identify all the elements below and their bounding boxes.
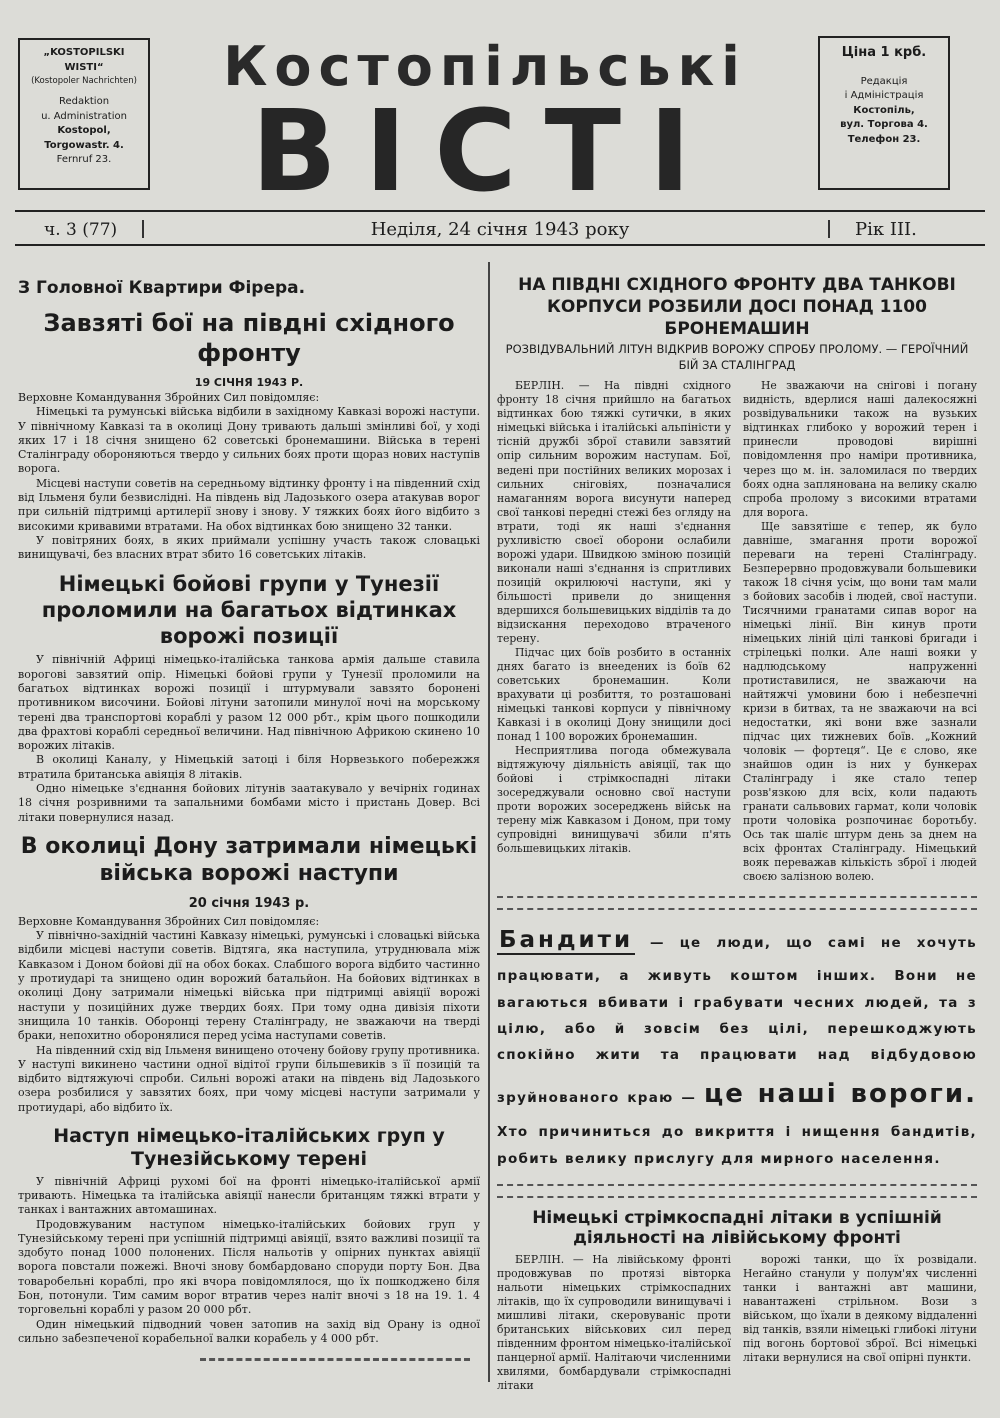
right-column <box>497 264 977 1393</box>
article-paragraph: Продовжуваним наступом німецько-італійських бойових груп у Тунезійському терені при успішній підтримці авіяції, взято важливі позиції та здобуто понад 1000 полонених. Після нальотів у опірних пунктах авіяції ворога повстали пожежі. Вночі знову бомбардовано споруди порту Бон. Два товаробельні кораблі, про які вчора повідомлялося, що їх пошкоджено біля Бон, потонули. Тим самим ворог втратив через наліт вночі з 18 на 19. 1. 4 торговельні кораблі у разом 20 000 рбт. <box>18 1217 480 1317</box>
article-date: 19 СІЧНЯ 1943 Р. <box>194 376 304 389</box>
issue-date: Неділя, 24 січня 1943 року <box>370 219 630 240</box>
article-tank-corps <box>497 379 977 884</box>
section-separator <box>497 1184 977 1198</box>
box-line: Fernruf 23. <box>56 154 112 166</box>
masthead-title: ВІСТІ <box>251 87 719 217</box>
article-paragraph: ворожі танки, що їх розвідали. Негайно станули у полум'ях численні танки і вантажні авт машини, навантажені стрільном. Вози з військом, що їхали в деякому віддаленні від танків, взяли німецькі глибокі літуни під вогонь бортової зброї. Всі німецькі літаки вернулися на свої опірні пункти. <box>743 1252 977 1364</box>
article-subcolumn <box>497 379 731 884</box>
publisher-box-german <box>18 38 150 190</box>
box-line: Костопіль, <box>853 104 915 116</box>
box-line: Kostopol, <box>57 125 111 137</box>
article-libya <box>497 1208 977 1393</box>
box-line: Torgowastr. 4. <box>44 139 124 151</box>
article-paragraph: На південний схід від Ільменя винищено оточену бойову групу противника. У наступі викинено частини одної відітої групи більшевиків з її позицій та відбито відтяжуючі спроби. Сильні ворожі атаки на південь від Ладозького озера розбилися у завзятих боях, при чому місцеві наступи затримали у протиударі, або відбито їх. <box>18 1043 481 1114</box>
article-paragraph: Несприятлива погода обмежувала відтяжуючу діяльність авіяції, так що бойові і стрімкоспадні літаки зосереджували основно свої наступи проти ворожих зосереджень військ на терену між Кавказом і Доном, при тому супровідні винищувачі збили п'ять большевицьких літаків. <box>497 744 731 856</box>
price-label: Ціна 1 крб. <box>841 45 927 60</box>
dateline-separator <box>828 220 830 238</box>
box-line: u. Administration <box>41 110 127 122</box>
dateline <box>0 208 1000 244</box>
box-line: Телефон 23. <box>847 133 921 145</box>
bandit-text-part2: Хто причиниться до викриття і нищення бандитів, робить велику прислугу для мирного населення. <box>497 1124 977 1167</box>
bandit-word: Бандити <box>499 927 634 954</box>
article-paragraph: БЕРЛІН. — На лівійському фронті продовжував по протязі вівторка нальоти німецьких стрімкоспадних літаків, що їх супроводили винищувачі і мишливі літаки, скеровуваніс проти британських військових сил перед південним фронтом німецько-італійської панцерної армії. Налітаючи численними хвилями, бомбардували стрімкоспадні літаки <box>497 1252 731 1392</box>
article-headline: В околиці Дону затримали німецькі війська ворожі наступи <box>20 833 478 887</box>
article-headline: Завзяті бої на півдні східного фронту <box>43 309 455 367</box>
article-paragraph: Місцеві наступи советів на середньому відтинку фронту і на південний схід від Ільменя були безвислідні. На південь від Ладозького озера атакував ворог при сильній підтримці артилерії знову і знову. У тяжких боях його відбито з високими кривавими втратами. На обох відтинках бою знищено 32 танки. <box>18 476 480 533</box>
box-line: і Адміністрація <box>844 90 924 102</box>
bandit-notice <box>497 918 977 1171</box>
article-paragraph: У повітряних боях, в яких приймали успішну участь також словацькі винищувачі, без власних втрат збито 16 советських літаків. <box>18 533 480 562</box>
article-tunisia <box>18 571 480 825</box>
article-lead: Верховне Командування Збройних Сил повідомляє: <box>18 391 320 404</box>
dateline-top-rule <box>15 210 985 212</box>
issue-number: ч. 3 (77) <box>44 220 118 240</box>
article-paragraph: БЕРЛІН. — На півдні східного фронту 18 січня прийшло на багатьох відтинках бою тяжкі сутички, в яких німецькі війська і італійські альпіністи у тісній дружбі зброї ставили завзятий опір сильним ворожим наступам. Бої, ведені при постійних великих морозах і сильних сніговіях, позначалися намаганням ворога висунути наперед свої танкові передні стежі без огляду на втрати, тоді як наші з'єднання рухливістю своєї оборони ослабили ворожі удари. Швидкою зміною позицій виконали наші з'єднання із спритливих позицій окрилюючі наступи, які у більшості привели до знищення вдершихся большевицьких відділів та до відзискання переходово втраченого терену. <box>497 379 731 645</box>
bandit-text <box>497 918 977 1171</box>
article-paragraph: Не зважаючи на снігові і погану видність, вдерлися наші далекосяжні розвідувальники також на вузьких відтинках глибоко у ворожий терен і принесли проводові вирішні повідомлення про наміри противника, через що м. ін. заломилася по твердих боях одна заплянована на велику скалю спроба пролому з високими втратами для ворога. <box>743 379 977 519</box>
masthead-line1: Костопільські <box>223 35 747 98</box>
volume-year: Рік III. <box>855 219 917 240</box>
box-line: WISTI“ <box>64 61 104 73</box>
article-subcolumn <box>743 379 977 884</box>
article-subcolumn <box>743 1253 977 1393</box>
bandit-text-part1: — це люди, що самі не хочуть працювати, а живуть коштом інших. Вони не вагаються вбивати і грабувати чесних людей, та з цілю, або й зовсім без цілі, перешкоджують спокійно жити та працювати над відбудовою зруйнованого краю — <box>497 935 978 1106</box>
box-line: (Kostopoler Nachrichten) <box>31 76 137 86</box>
article-don <box>18 833 480 1115</box>
publisher-box-ukrainian <box>818 36 950 190</box>
article-headline: Німецькі стрімкоспадні літаки в успішній діяльності на лівійському фронті <box>532 1207 942 1249</box>
left-column <box>18 264 480 1346</box>
article-paragraph: Підчас цих боїв розбито в останніх днях багато із внеедених із боїв 62 советських бронемашин. Коли врахувати ці розбиття, то розташовані німецькі танкові корпуси у північному Кавказі і в околиці Дону знищили досі понад 1 100 ворожих бронемашин. <box>497 645 731 744</box>
article-paragraph: Одно німецьке з'єднання бойових літунів заатакувало у вечірніх годинах 18 січня розривними та запальними бомбами місто і пристань Довер. Всі літаки повернулися назад. <box>18 781 480 824</box>
article-paragraph: Німецькі та румунські війська відбили в західному Кавказі ворожі наступи. У північному Кавказі та в околиці Дону тривають дальші змінливі бої, у ході яких 17 і 18 січня знищено 62 советські бронемашини. Війська в терені Сталінграду обороняються твердо у сильних боях проти щораз нових наступів ворога. <box>18 405 480 476</box>
article-date: 20 січня 1943 р. <box>188 895 310 911</box>
column-divider <box>488 262 490 1382</box>
article-subheadline: РОЗВІДУВАЛЬНИЙ ЛІТУН ВІДКРИВ ВОРОЖУ СПРОБУ ПРОЛОМУ. — ГЕРОЇЧНИЙ БІЙ ЗА СТАЛІНГРАД <box>505 342 969 372</box>
article-lead: Верховне Командування Збройних Сил повідомляє: <box>18 914 320 928</box>
article-paragraph: В околиці Каналу, у Німецькій затоці і біля Норвезького побережжя втратила британська авіяція 8 літаків. <box>18 753 480 781</box>
bandit-emphasis: це наші вороги. <box>703 1078 977 1109</box>
box-line: „KOSTOPILSKI <box>43 47 125 58</box>
box-line: Redaktion <box>58 96 110 108</box>
box-line: вул. Торгова 4. <box>840 119 928 131</box>
article-subcolumn <box>497 1253 731 1393</box>
article-headline: НА ПІВДНІ СХІДНОГО ФРОНТУ ДВА ТАНКОВІ КОРПУСИ РОЗБИЛИ ДОСІ ПОНАД 1100 БРОНЕМАШИН <box>518 275 956 340</box>
box-line: Редакція <box>860 75 908 87</box>
article-body <box>497 1253 977 1393</box>
article-southern-front <box>18 308 480 563</box>
article-headline: Наступ німецько-італійських груп у Тунезійському терені <box>53 1125 445 1170</box>
article-tunisian-offensive <box>18 1125 480 1346</box>
article-paragraph: У північній Африці рухомі бої на фронті німецько-італійської армії тривають. Німецька та італійська авіяції нанесли британцям тяжкі втрати у танках і вантажних автомашинах. <box>18 1174 480 1217</box>
article-paragraph: У північній Африці німецько-італійська танкова армія дальше ставила ворогові завзятий опір. Німецькі бойові групи у Тунезії проломили на багатьох відтинках ворожі позиції і штурмували завзято боронені противником височини. Бойові літуни затопили минулої ночі на морському терені два транспортові кораблі у разом 12 000 рбт., крім цього пошкодили два фрахтові кораблі середньої величини. Над північною Африкою скинено 10 ворожих літаків. <box>18 653 480 753</box>
article-headline: Німецькі бойові групи у Тунезії проломили на багатьох відтинках ворожі позиції <box>41 571 457 649</box>
kicker-heading: З Головної Квартири Фірера. <box>18 278 306 298</box>
article-paragraph: У північно-західній частині Кавказу німецькі, румунські і словацькі війська відбили місцеві наступи советів. Відтяга, яка наступила, утруднювала між Кавказом і Доном бойові дії на обох боках. Слабшого ворога відбито частинно у протиударі та знищено один ворожий батальйон. На бойових відтинках в околиці Дону затримали німецькі війська при підтримці авіяції ворожі наступи у позиційних дуже твердих боях. При тому одна дивізія піхоти знищила 10 танків. Оборонці терену Сталінграду, не зважаючи на тверді браки, непохитно оборонялися перед усіма наступами советів. <box>18 929 480 1043</box>
section-separator <box>497 896 977 910</box>
article-paragraph: Один німецький підводний човен затопив на захід від Орану із одної сильно забезпеченої корабельної валки корабель у 4 000 рбт. <box>18 1317 480 1345</box>
left-bottom-separator <box>200 1358 470 1361</box>
article-paragraph: Ще завзятіше є тепер, як було давніше, змагання проти ворожої переваги на терені Сталінграду. Безперервно продовжували большевики також 18 січня усім, що вони там мали з бойових засобів і людей, свої наступи. Тисячними гранатами сипав ворог на німецькі лінії. Він кинув проти німецьких ліній цілі танкові бригади і стрілецькі полки. Але наші вояки у надлюдському напруженні протиставилися, не зважаючи на найтяжчі умовини бою і небезпечні кризи в битвах, та не зважаючи на всі недостатки, які вони вже зазнали підчас цих тижневих боїв. „Кожний чоловік — фортеця“. Це є слово, яке знайшов один із них у бункерах Сталінграду і яке стало тепер розв'язкою для всіх, коли падають гранати сальвових гармат, коли чоловік проти чоловіка розпочинає боротьбу. Ось так шаліє штурм день за днем на всіх фронтах Сталінграду. Німецький вояк переважав кількість зброї і людей своєю залізною волею. <box>743 519 977 884</box>
dateline-bottom-rule <box>15 244 985 246</box>
